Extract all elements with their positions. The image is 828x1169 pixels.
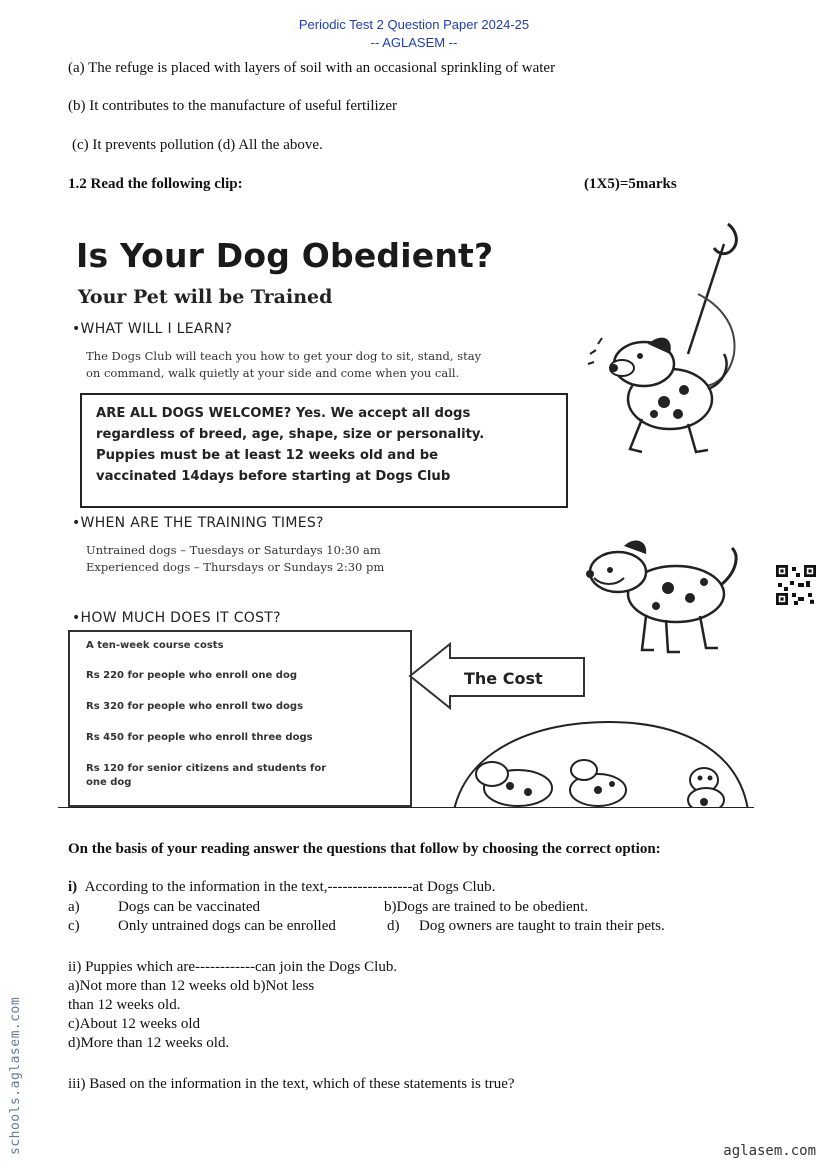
cost-line-3: Rs 450 for people who enroll three dogs — [86, 732, 313, 743]
cost-intro: A ten-week course costs — [86, 640, 224, 651]
welcome-line-3: Puppies must be at least 12 weeks old and be — [96, 448, 439, 463]
cost-line-2: Rs 320 for people who enroll two dogs — [86, 701, 304, 712]
welcome-line-2: regardless of breed, age, shape, size or personality. — [96, 427, 485, 442]
clip-subtitle: Your Pet will be Trained — [78, 286, 333, 308]
times-heading: •WHEN ARE THE TRAINING TIMES? — [72, 515, 324, 531]
qr-code-icon — [776, 565, 816, 605]
q2-option-ab: a)Not more than 12 weeks old b)Not less — [68, 978, 315, 994]
reading-clip — [58, 210, 754, 808]
cost-line-1: Rs 220 for people who enroll one dog — [86, 670, 297, 681]
learn-text-1: The Dogs Club will teach you how to get your dog to sit, stand, stay — [86, 349, 482, 363]
welcome-line-1: ARE ALL DOGS WELCOME? Yes. We accept all dogs — [96, 406, 471, 421]
cost-line-4a: Rs 120 for senior citizens and students for — [86, 763, 327, 774]
footer-site: aglasem.com — [723, 1143, 816, 1159]
cost-arrow — [406, 640, 588, 712]
standing-dog-illustration — [576, 532, 746, 662]
cost-box — [68, 630, 412, 807]
times-line-2: Experienced dogs – Thursdays or Sundays 2:30 pm — [86, 560, 385, 574]
q2-option-ab-cont: than 12 weeks old. — [68, 997, 181, 1013]
q2-option-d: d)More than 12 weeks old. — [68, 1035, 230, 1051]
clip-title: Is Your Dog Obedient? — [76, 236, 494, 275]
header-subtitle: -- AGLASEM -- — [370, 35, 458, 50]
section-title: 1.2 Read the following clip: — [68, 176, 243, 192]
instruction: On the basis of your reading answer the questions that follow by choosing the correct option: — [68, 841, 661, 857]
q1-a-label: a) — [68, 899, 80, 915]
learn-text-2: on command, walk quietly at your side and come when you call. — [86, 366, 460, 380]
q1-option-a: Dogs can be vaccinated — [118, 899, 261, 915]
jumping-dog-illustration — [578, 214, 754, 464]
q1-option-d: Dog owners are taught to train their pets. — [419, 918, 665, 934]
q1-stem-text: According to the information in the text,-----------------at Dogs Club. — [84, 879, 496, 895]
cost-arrow-label: The Cost — [464, 669, 543, 688]
learn-heading: •WHAT WILL I LEARN? — [72, 321, 233, 337]
option-b: (b) It contributes to the manufacture of useful fertilizer — [68, 98, 398, 114]
clip-bottom-rule — [58, 807, 754, 808]
cost-line-4b: one dog — [86, 777, 132, 788]
option-cd: (c) It prevents pollution (d) All the above. — [72, 137, 323, 153]
side-watermark: schools.aglasem.com — [8, 996, 23, 1155]
welcome-box — [80, 393, 568, 508]
q2-option-c: c)About 12 weeks old — [68, 1016, 201, 1032]
welcome-line-4: vaccinated 14days before starting at Dogs Club — [96, 469, 451, 484]
option-a: (a) The refuge is placed with layers of soil with an occasional sprinkling of water — [68, 60, 556, 76]
q1-option-c: Only untrained dogs can be enrolled — [118, 918, 336, 934]
section-marks: (1X5)=5marks — [584, 176, 677, 192]
dogs-circle-illustration — [448, 718, 754, 808]
q1-option-b: b)Dogs are trained to be obedient. — [384, 899, 589, 915]
q1-number: i) — [68, 879, 78, 895]
cost-heading: •HOW MUCH DOES IT COST? — [72, 610, 281, 626]
q1-c-label: c) — [68, 918, 80, 934]
q1-stem — [68, 879, 495, 896]
times-line-1: Untrained dogs – Tuesdays or Saturdays 10:30 am — [86, 543, 381, 557]
header-title: Periodic Test 2 Question Paper 2024-25 — [298, 17, 530, 32]
q2-stem: ii) Puppies which are------------can join the Dogs Club. — [68, 959, 398, 975]
q3-stem: iii) Based on the information in the text, which of these statements is true? — [68, 1076, 515, 1092]
q1-d-label: d) — [387, 918, 400, 934]
